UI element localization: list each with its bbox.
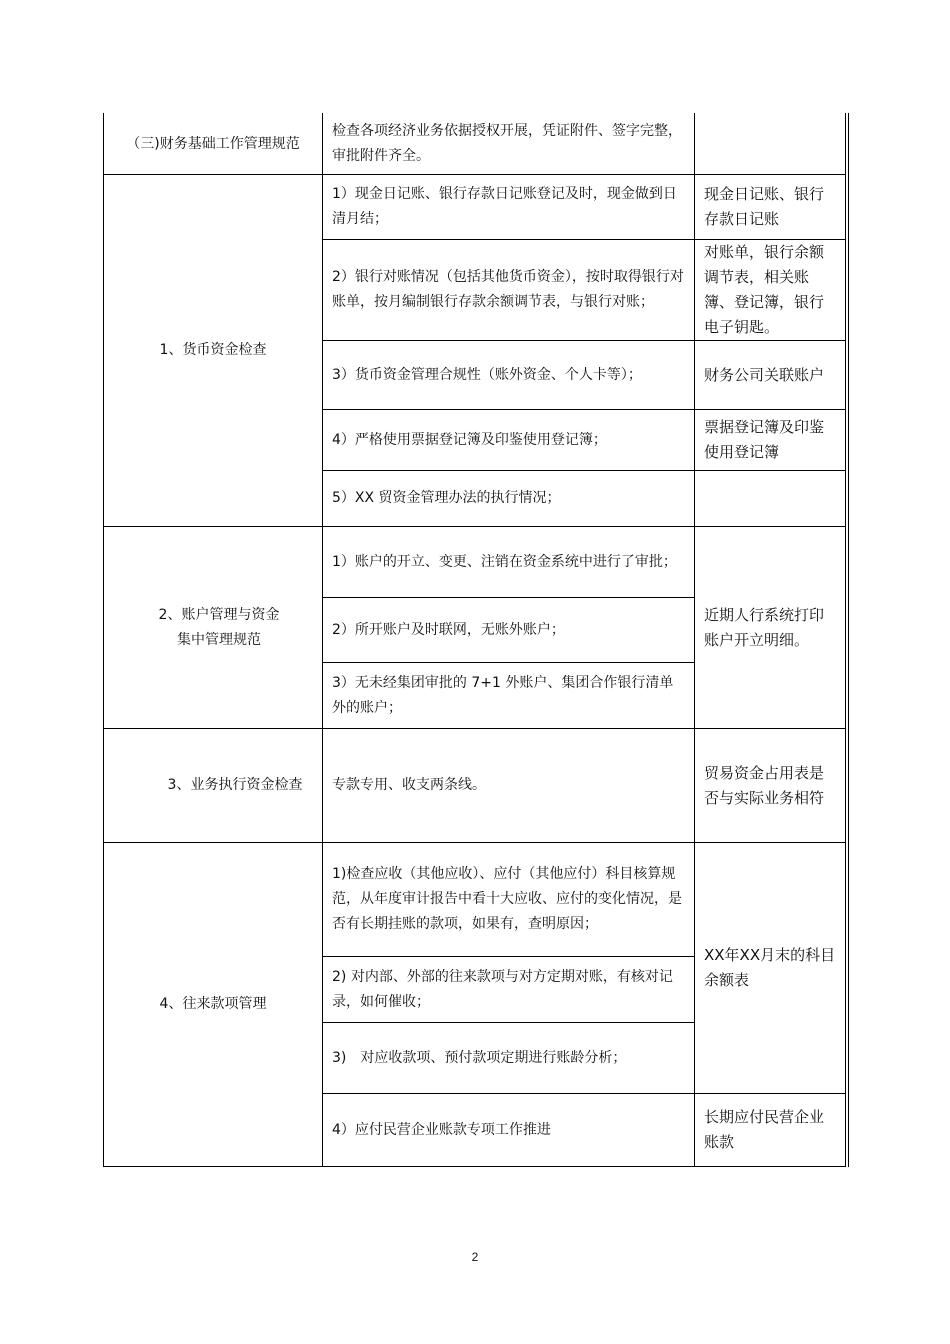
check-item: 3）货币资金管理合规性（账外资金、个人卡等）； (332, 366, 642, 383)
check-material: 长期应付民营企业账款 (704, 1108, 825, 1151)
check-item: 3）无未经集团审批的 7+1 外账户、集团合作银行清单外的账户； (332, 674, 674, 716)
check-item: 专款专用、收支两条线。 (332, 777, 486, 793)
check-item: 2）银行对账情况（包括其他货币资金），按时取得银行对账单，按月编制银行存款余额调节表，与银行对账； (332, 269, 684, 310)
check-item: 3) 对应收款项、预付款项定期进行账龄分析； (332, 1049, 627, 1066)
group-title: 3、业务执行资金检查 (167, 777, 303, 793)
group-title: 2、账户管理与资金集中管理规范 (158, 606, 280, 648)
group-title: 4、往来款项管理 (159, 996, 267, 1012)
check-material (695, 114, 845, 174)
check-item: 1）现金日记账、银行存款日记账登记及时，现金做到日清月结； (332, 186, 677, 227)
table-border-bottom (103, 1166, 846, 1167)
check-item: 4）严格使用票据登记簿及印鉴使用登记簿； (332, 431, 607, 448)
check-item: 2）所开账户及时联网，无账外账户； (332, 621, 565, 638)
check-item: 检查各项经济业务依据授权开展，凭证附件、签字完整，审批附件齐全。 (332, 123, 682, 164)
check-material: 票据登记簿及印鉴使用登记簿 (704, 418, 825, 461)
section-title: （三)财务基础工作管理规范 (126, 135, 300, 152)
check-item: 4）应付民营企业账款专项工作推进 (332, 1121, 551, 1138)
check-material: 现金日记账、银行存款日记账 (704, 185, 825, 228)
check-material: 近期人行系统打印账户开立明细。 (704, 605, 825, 649)
table-border-right (845, 113, 846, 1167)
check-item: 2) 对内部、外部的往来款项与对方定期对账，有核对记录，如何催收； (332, 968, 673, 1010)
check-material: 财务公司关联账户 (704, 365, 825, 384)
group-title: 1、货币资金检查 (159, 342, 267, 358)
check-item: 1）账户的开立、变更、注销在资金系统中进行了审批； (332, 553, 677, 570)
page-number: 2 (471, 1250, 479, 1264)
check-item: 1)检查应收（其他应收）、应付（其他应付）科目核算规范，从年度审计报告中看十大应收、应付的变化情况，是否有长期挂账的款项，如果有，查明原因； (332, 866, 682, 932)
check-material: XX年XX月末的科目余额表 (704, 946, 836, 989)
check-material (695, 471, 845, 526)
check-material: 对账单，银行余额调节表，相关账簿、登记簿，银行电子钥匙。 (704, 243, 825, 336)
table-border-right-outer (848, 113, 849, 1167)
check-item: 5）XX 贸资金管理办法的执行情况； (332, 490, 561, 506)
check-material: 贸易资金占用表是否与实际业务相符 (704, 763, 825, 807)
